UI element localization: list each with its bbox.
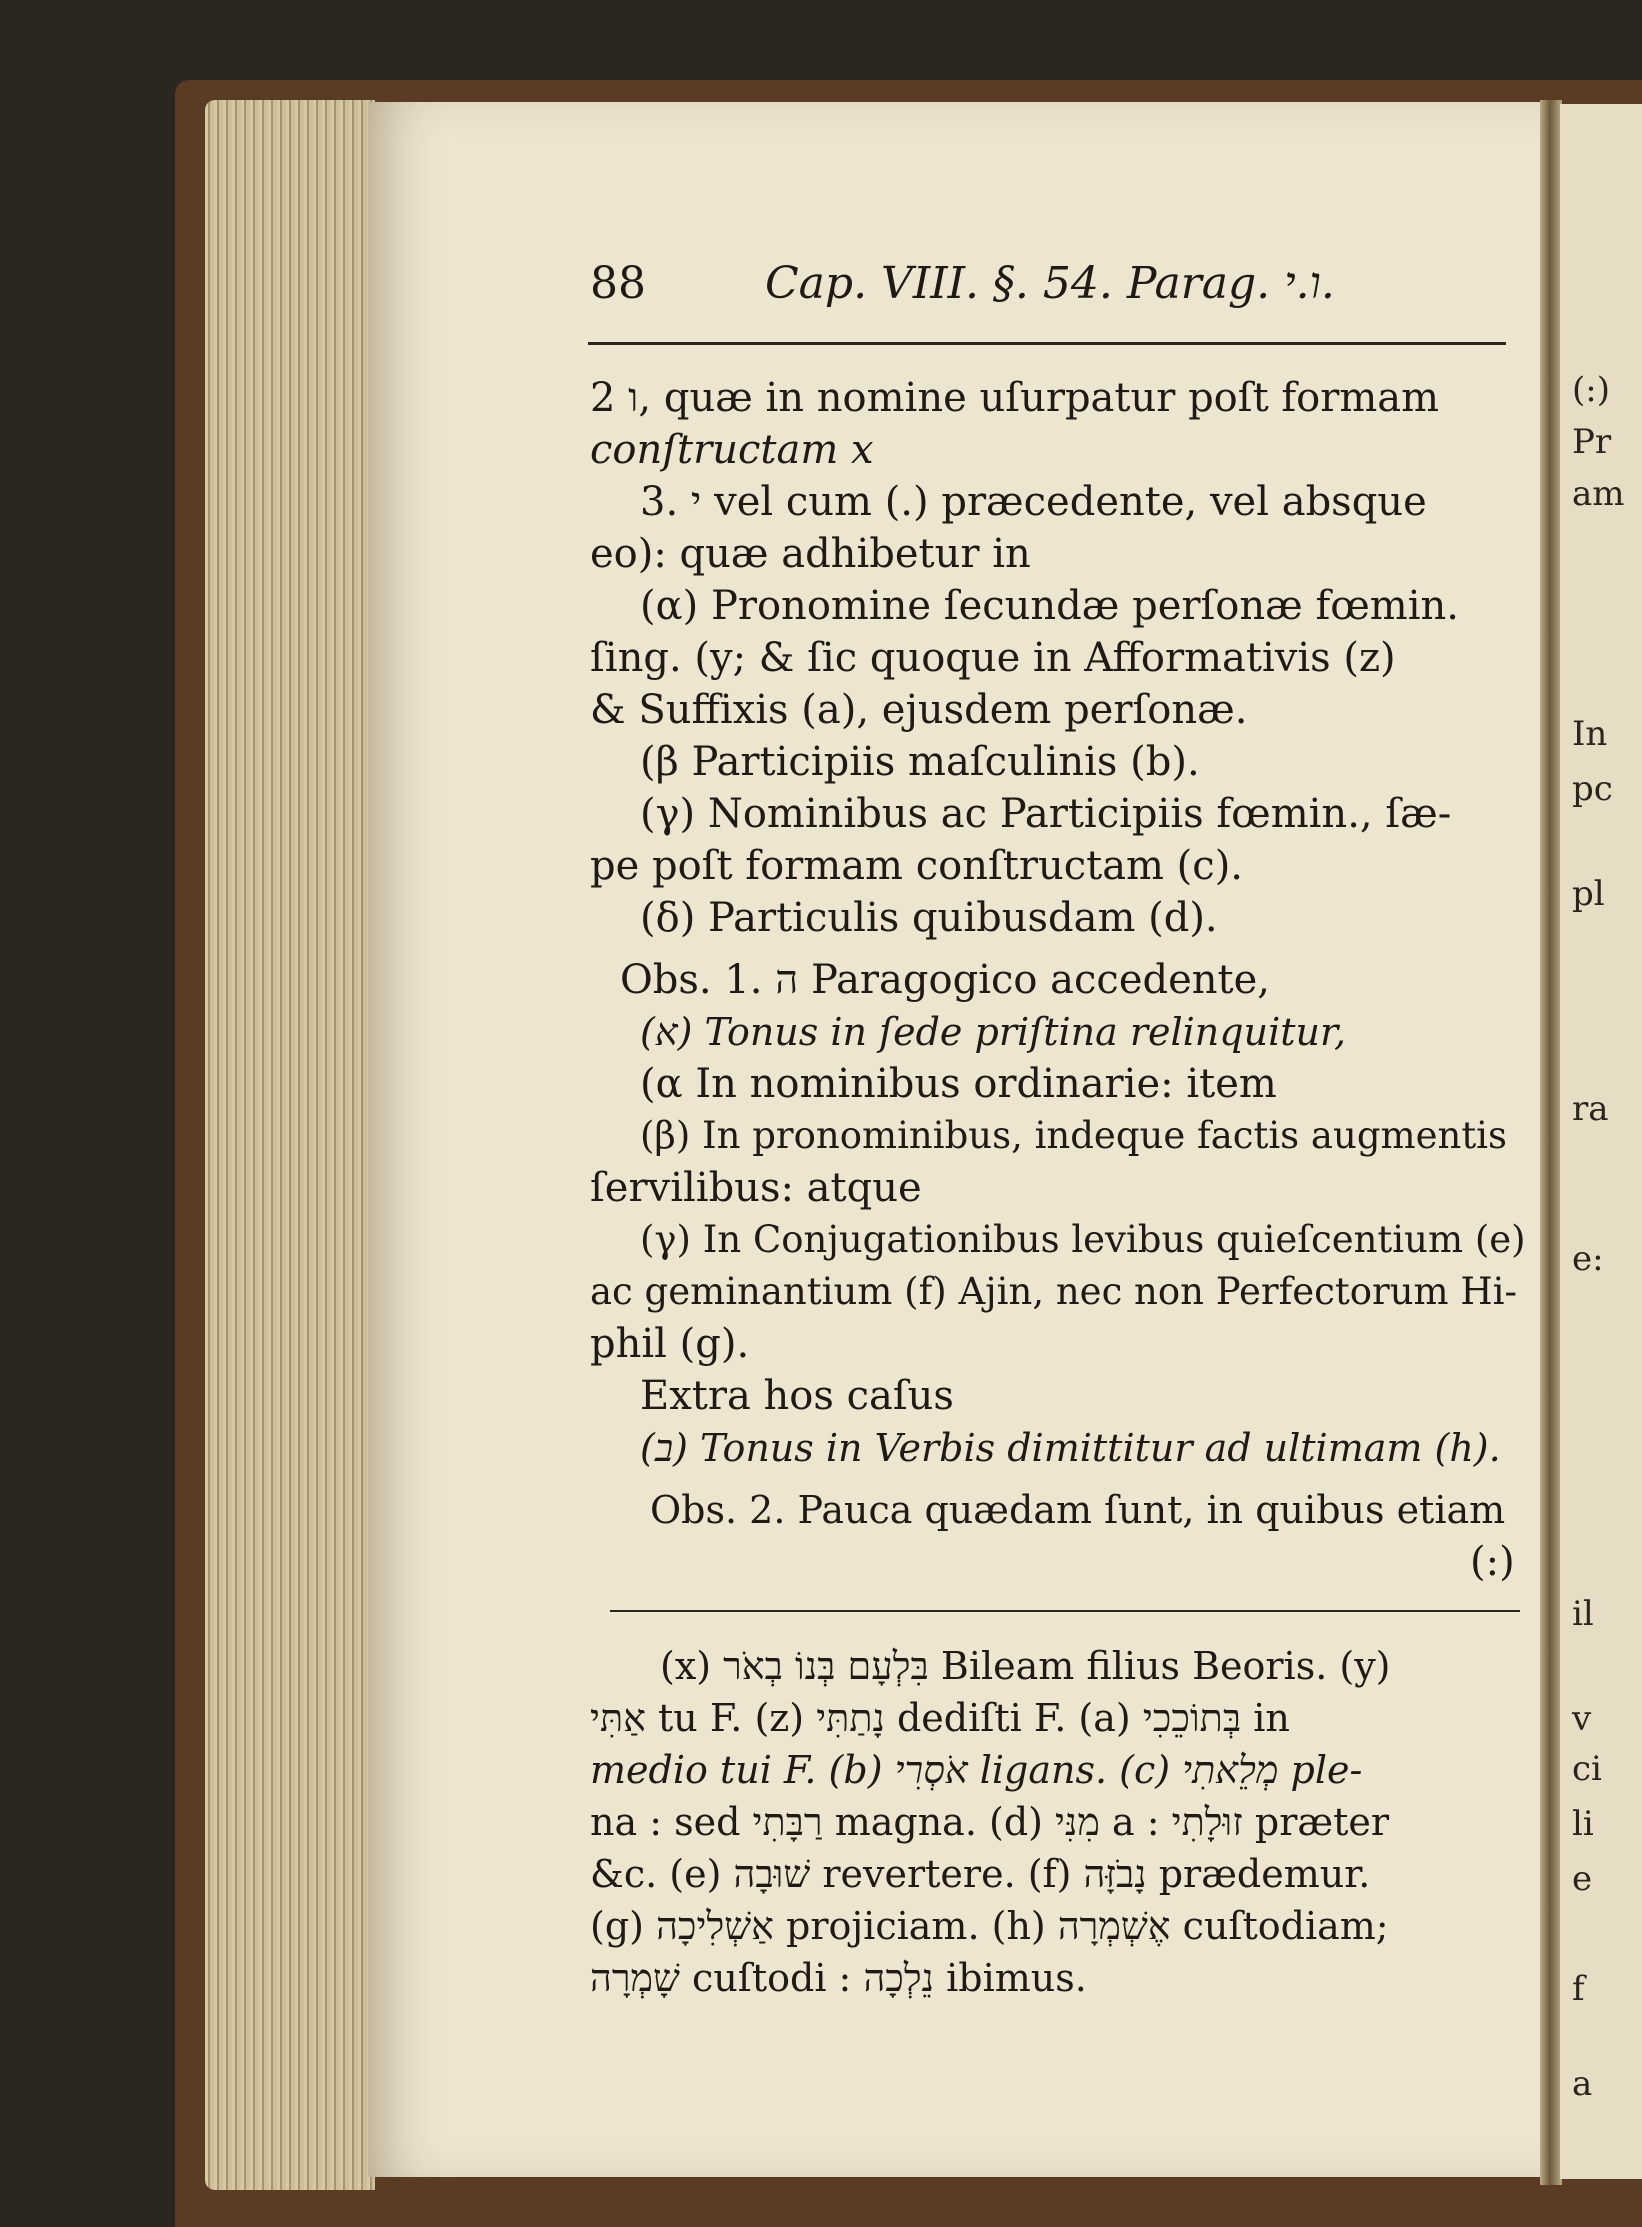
right-fragment: Pr [1572,422,1612,462]
body-line: (א) Tonus in ſede priſtina relinquitur, [640,1010,1347,1054]
body-line: conſtructam x [590,427,874,473]
body-line: eo): quæ adhibetur in [590,531,1031,577]
book-gutter [1540,100,1562,2185]
right-fragment: il [1572,1594,1594,1634]
body-line: ac geminantium (f) Ajin, nec non Perfectorum Hi- [590,1270,1517,1313]
right-page-edge [1560,104,1642,2179]
footnote-rule [610,1610,1520,1612]
right-fragment: v [1572,1699,1592,1739]
footnote-line: (x) בִּלְעָם בְּנוֹ בְאֹר Bileam filius Beoris. (y) [660,1644,1391,1688]
body-line: (β) In pronominibus, indeque factis augmentis [640,1114,1508,1157]
header-rule [588,342,1506,345]
right-fragment: a [1572,2064,1593,2104]
page-number: 88 [590,258,646,309]
right-fragment: f [1572,1969,1585,2009]
running-header [590,258,1520,318]
body-line: (β Participiis maſculinis (b). [640,739,1200,785]
footnote-line: &c. (e) שׁוּבָה revertere. (f) נָבֹזָּה prædemur. [590,1852,1371,1896]
body-line: & Suffixis (a), ejusdem perſonæ. [590,687,1248,733]
body-line: Extra hos caſus [640,1373,954,1419]
body-line: (ב) Tonus in Verbis dimittitur ad ultimam (h). [640,1426,1501,1470]
body-line: (α) Pronomine ſecundæ perſonæ fœmin. [640,583,1460,629]
body-line: ſing. (y; & ſic quoque in Afformativis (z) [590,635,1396,681]
body-line: (γ) Nominibus ac Participiis fœmin., ſæ- [640,791,1452,837]
body-line: (γ) In Conjugationibus levibus quieſcentium (e) [640,1218,1526,1261]
footnote-line: (g) אַשְׁלִיכָה projiciam. (h) אֶשְׁמְרָה cuſtodiam; [590,1904,1389,1948]
catchword: (:) [1470,1539,1515,1585]
right-fragment: ci [1572,1749,1602,1789]
right-fragment: (:) [1572,370,1610,410]
running-title: Cap. VIII. §. 54. Parag. ו.י. [765,258,1335,309]
body-line: (α In nominibus ordinarie: item [640,1061,1277,1107]
body-text [590,372,1526,1602]
right-fragment: pc [1572,769,1613,809]
body-line: 2 ו, quæ in nomine uſurpatur poſt formam [590,375,1440,421]
footnotes [590,1640,1520,2020]
right-fragment: e: [1572,1239,1604,1279]
right-fragment: In [1572,714,1608,754]
body-line: 3. י vel cum (.) præcedente, vel absque [640,479,1427,525]
footnote-line: שָׁמְרָה cuſtodi : נֵלְכָה ibimus. [590,1956,1087,2000]
body-line: ſervilibus: atque [590,1165,922,1211]
page-edges [205,100,375,2190]
footnote-line: medio tui F. (b) אֹסְרִי ligans. (c) מְלֵאתִי ple- [590,1748,1363,1792]
body-line: Obs. 2. Pauca quædam ſunt, in quibus etiam [650,1488,1506,1532]
right-fragment: ra [1572,1089,1609,1129]
right-fragment: am [1572,474,1625,514]
body-line: pe poſt formam conſtructam (c). [590,843,1244,889]
footnote-line: na : sed רַבָּתִי magna. (d) מִנִּי a : זוּלָתִי præter [590,1800,1390,1844]
body-line: phil (g). [590,1321,750,1367]
body-line: (δ) Particulis quibusdam (d). [640,895,1218,941]
body-line: Obs. 1. ה Paragogico accedente, [620,957,1271,1003]
right-fragment: li [1572,1804,1594,1844]
footnote-line: אַתִּי tu F. (z) נָתַתִּי dediſti F. (a) בְּתוֹכֵכִי in [590,1696,1290,1740]
right-fragment: pl [1572,874,1605,914]
right-fragment: e [1572,1859,1593,1899]
